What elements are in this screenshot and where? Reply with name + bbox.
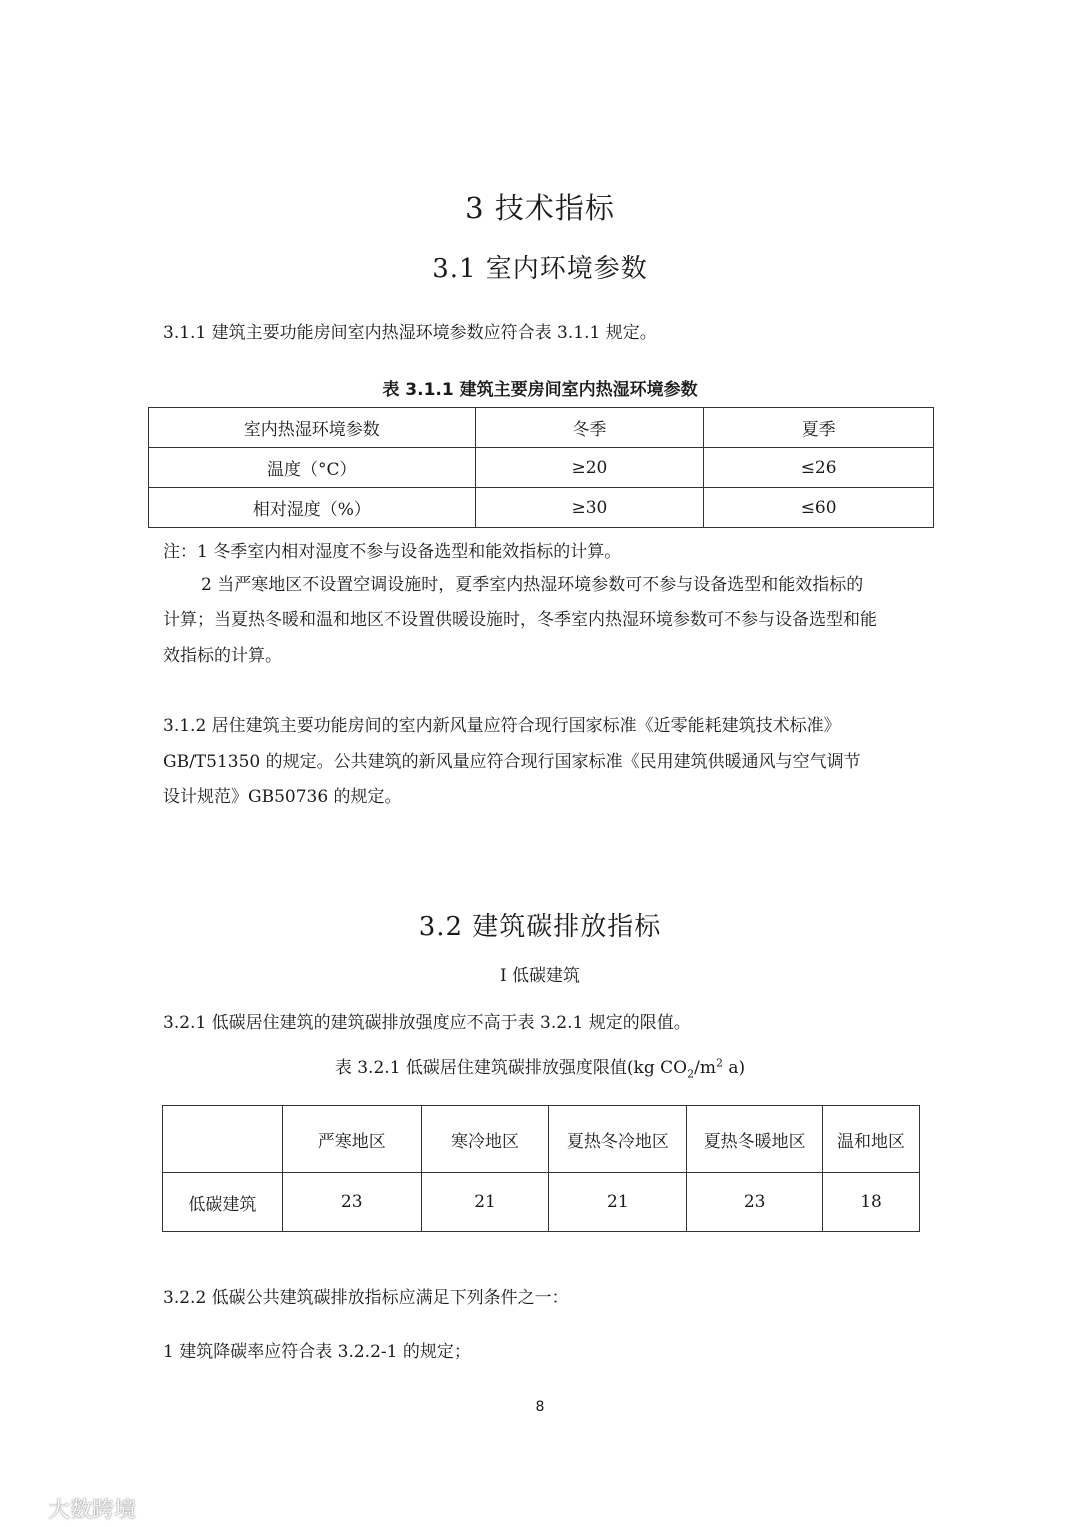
table-header-cell: 冬季 <box>475 408 704 448</box>
clause-3-2-1: 3.2.1 低碳居住建筑的建筑碳排放强度应不高于表 3.2.1 规定的限值。 <box>163 1013 691 1033</box>
table-cell: ≤26 <box>704 448 934 488</box>
clause-3-1-1: 3.1.1 建筑主要功能房间室内热湿环境参数应符合表 3.1.1 规定。 <box>163 323 657 343</box>
table-cell: 低碳建筑 <box>163 1173 283 1232</box>
table-header-cell: 室内热湿环境参数 <box>149 408 476 448</box>
caption-text: a) <box>722 1058 746 1078</box>
note-2-line-1: 2 当严寒地区不设置空调设施时，夏季室内热湿环境参数可不参与设备选型和能效指标的 <box>201 575 864 595</box>
caption-subscript: 2 <box>687 1067 695 1081</box>
caption-superscript: 2 <box>715 1056 723 1070</box>
item-1: 1 建筑降碳率应符合表 3.2.2-1 的规定； <box>163 1342 471 1362</box>
table-cell: 温度（°C） <box>149 448 476 488</box>
table-header-cell <box>163 1106 283 1173</box>
caption-text: /m <box>694 1058 716 1078</box>
table-3-1-1-caption: 表 3.1.1 建筑主要房间室内热湿环境参数 <box>382 380 698 400</box>
section-3-1-title: 3.1 室内环境参数 <box>432 254 648 284</box>
table-cell: 18 <box>823 1173 920 1232</box>
note-1: 注：1 冬季室内相对湿度不参与设备选型和能效指标的计算。 <box>163 542 622 562</box>
table-cell: 相对湿度（%） <box>149 488 476 528</box>
caption-text: 表 3.2.1 低碳居住建筑碳排放强度限值(kg CO <box>334 1058 688 1078</box>
table-cell: 23 <box>687 1173 823 1232</box>
table-cell: ≥20 <box>475 448 704 488</box>
note-2-line-3: 效指标的计算。 <box>163 646 282 666</box>
watermark-text: 大数跨境 <box>48 1498 137 1523</box>
clause-3-1-2-line-1: 3.1.2 居住建筑主要功能房间的室内新风量应符合现行国家标准《近零能耗建筑技术标准》 <box>163 716 841 736</box>
table-cell: 23 <box>282 1173 421 1232</box>
table-cell: ≤60 <box>704 488 934 528</box>
table-cell: 21 <box>421 1173 549 1232</box>
page-number: 8 <box>535 1399 545 1415</box>
table-cell: 21 <box>549 1173 687 1232</box>
table-header-cell: 温和地区 <box>823 1106 920 1173</box>
table-cell: ≥30 <box>475 488 704 528</box>
table-row <box>163 1173 920 1232</box>
clause-3-1-2-line-2: GB/T51350 的规定。公共建筑的新风量应符合现行国家标准《民用建筑供暖通风与空气调节 <box>163 752 861 772</box>
table-header-row <box>149 408 934 448</box>
section-3-2-title: 3.2 建筑碳排放指标 <box>418 912 662 942</box>
watermark <box>10 1493 136 1524</box>
watermark-logo-icon <box>10 1498 44 1520</box>
table-header-cell: 严寒地区 <box>282 1106 421 1173</box>
table-row <box>149 488 934 528</box>
table-header-cell: 寒冷地区 <box>421 1106 549 1173</box>
table-3-1-1 <box>148 407 934 528</box>
clause-3-1-2-line-3: 设计规范》GB50736 的规定。 <box>163 787 402 807</box>
clause-3-2-2: 3.2.2 低碳公共建筑碳排放指标应满足下列条件之一： <box>163 1288 569 1308</box>
table-header-cell: 夏季 <box>704 408 934 448</box>
table-3-2-1 <box>162 1105 920 1232</box>
table-row <box>149 448 934 488</box>
chapter-title: 3 技术指标 <box>465 191 615 225</box>
table-header-row <box>163 1106 920 1173</box>
table-header-cell: 夏热冬暖地区 <box>687 1106 823 1173</box>
table-header-cell: 夏热冬冷地区 <box>549 1106 687 1173</box>
section-3-2-subtitle: I 低碳建筑 <box>499 966 581 986</box>
table-3-2-1-caption <box>0 1053 1080 1080</box>
note-2-line-2: 计算；当夏热冬暖和温和地区不设置供暖设施时，冬季室内热湿环境参数可不参与设备选型和能 <box>163 610 877 630</box>
